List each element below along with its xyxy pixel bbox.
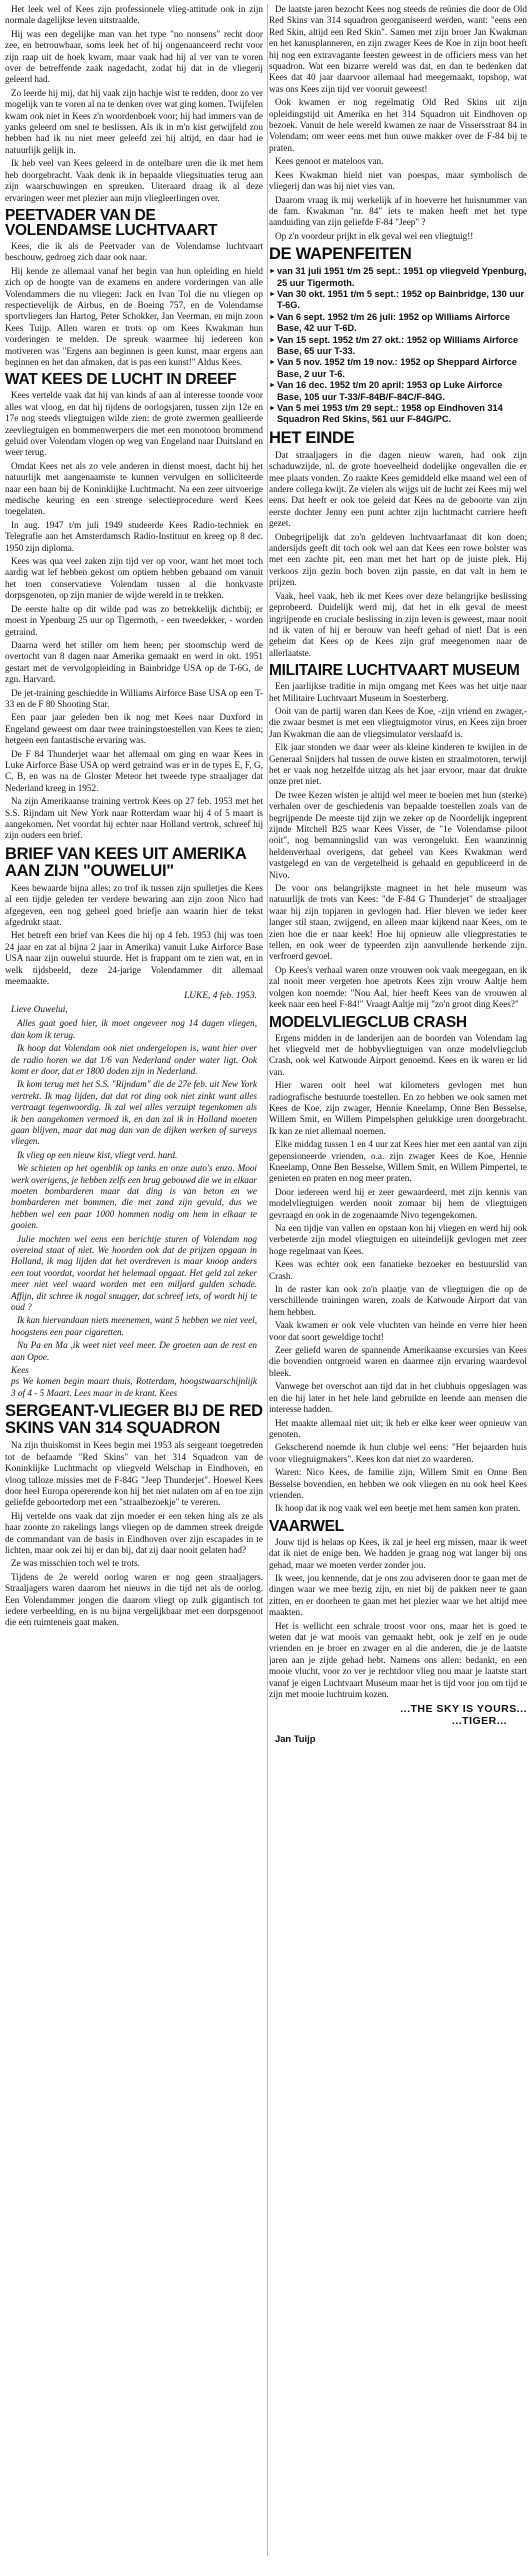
paragraph: De voor ons belangrijkste magneet in het hele museum was natuurlijk de trots van Kees: "de F-84 G Thunderjet" de straaljager waar hij zijn topjaren in gevlogen had. Hier bleven we ieder keer langer stil staan, zwijgend, en alleen maar kijkend naar Kees, om te zien hoe die er naar keek! Hoe hij opnieuw alle vliegprestaties te tellen, en ook weer de typeerden zijn aanvullende herkende zijn. verfroerd gevoel. xyxy=(269,883,527,962)
list-item: ► Van 16 dec. 1952 t/m 20 april: 1953 op Luke Airforce Base, 105 uur T-33/F-84B/F-84C/F-84G. xyxy=(269,380,527,403)
paragraph: Hij kende ze allemaal vanaf het begin van hun opleiding en hield zich op de hoogte van de examens en andere vorderingen van alle Volendammers die nu vliegen: Jack en Ivan Tol die nu vliegen op respectievelijk de Airbus, en de Boeing 757, en de Volendamse sportvliegers Jan Hartog, Peter Schokker, Jan Veerman, en mijn zoon Kees Tuijp. Allen waren er trots op om Kees Kwakman hun vorderingen te melden. De spreuk waarmee hij iedereen kon motiveren was "Ergens aan beginnen is geen kunst, maar ergens aan beginnen en het dan afmaken, dat is pas een kunst!" Aldus Kees. xyxy=(5,265,263,367)
paragraph: Op z'n voordeur prijkt in elk geval wel een vliegtuig!! xyxy=(275,230,474,241)
paragraph: Het is wellicht een schrale troost voor ons, maar het is goed te weten dat je wat moois van gemaakt hebt, ook je zelf en je oude vrienden en je broer en zwager en al die anderen, die je de laatste jaren aan je zijde gehad hebt. Namens ons allen: bedankt, en een mooie vlucht, voor zo ver je rechtdoor vlieg nou maar je laatste start vanaf je eigen Luchtvaart Museum maar het is tijd voor jou om tijd te zijn met mooie luchtruim kozen. xyxy=(269,1620,527,1700)
letter-paragraph: Alles gaat goed hier, ik moet ongeveer nog 14 dagen vliegen, dan kom ik terug. xyxy=(11,1018,257,1040)
paragraph: Kees was qua veel zaken zijn tijd ver op voor, want het moet toch aardig wat lef hebben gekost om optiem hebben gebaand om vanuit het toen conservatieve Volendam tussen al die honkvaste dorpsgenoten, op zijn manier de wijde wereld in te trekken. xyxy=(5,556,263,601)
paragraph: Het leek wel of Kees zijn professionele vlieg-attitude ook in zijn normale dagelijkse leven uitstraalde. xyxy=(5,4,263,26)
paragraph: Zo leerde hij mij, dat hij vaak zijn hachje wist te redden, door zo ver mogelijk van te voren al na te denken over wat ging komen. Twijfelen kwam ook niet in Kees z'n woordenboek voor; hij had immers van de yanks geleerd om snel te beslissen. Als ik in m'n kist getwijfeld zou hebben had ik nu niet meer geleefd zei hij altijd, en daar had ie natuurlijk gelijk in. xyxy=(5,87,263,155)
right-column xyxy=(269,4,527,2556)
paragraph: Omdat Kees net als zo vele anderen in dienst moest, dacht hij het natuurlijk met aangenaamste te kunnen vervulgen en solliciteerde naar een baan bij de Koninklijke Luchtmacht. Na een zeer uitvoerige medische keuring en een strenge selectieprocedure werd Kees toegelaten. xyxy=(5,460,263,517)
paragraph: Ik heb veel van Kees geleerd in de ontelbare uren die ik met hem heb doorgebracht. Vaak denk ik in bepaalde vliegsituaties terug aan zijn waarschuwingen en spreuken. Uiteraard draag ik al deze ervaringen weer met plezier aan mijn vliegleerlingen over. xyxy=(5,158,263,203)
paragraph: Ik weet, jou kennende, dat je ons zou adviseren door te gaan met de dingen waar we mee bezig zijn, en niet bij de pakken neer te gaan zitten, en er doorheen te gaan met het plezier waar we het altijd mee maakten. xyxy=(269,1572,527,1618)
paragraph: Door iedereen werd hij er zeer gewaardeerd, met zijn kennis van modelvliegtuigen werden nooit zomaar bij hem de vliegtuigen gevraagd en ook in de zogenaamde Nivo tegengekomen. xyxy=(269,1186,527,1220)
paragraph: Dat straaljagers in die dagen nieuw waren, had ook zijn schaduwzijde, nl. de grote hoeveelheid dodelijke ongevallen die er mee plaats vonden. Zo raakte Kees gemiddeld elke maand wel een of andere collega kwijt. Ze vielen als wijgs uit de lucht zei Kees mij wel eens. Dat heeft er ook toe geleid dat Kees na de geboorte van zijn eerste dochter Jenny een punt achter zijn luchtmacht carriere heeft gezet. xyxy=(269,449,527,529)
paragraph: Jouw tijd is helaas op Kees, ik zal je heel erg missen, maar ik weet dat ik niet de enige ben. We hadden je graag nog wat langer bij ons gehad, maar we moeten verder zonder jou. xyxy=(269,1536,527,1570)
paragraph: Waren: Nico Kees, de familie zijn, Willem Smit en Onne Ben Besselse bovendien, en hebben we ook vliegen en nu ook heel Kees vrienden. xyxy=(269,1467,527,1500)
letter-paragraph: Julie mochten wel eens een berichtje sturen of Volendam nog overeind staat of niet. We hoorden ook dat de prijzen opgaan in Holland, ik mag lijden dat het overdreven is maar knoop anders een tout voordat, voordat het helemaal opgaat. Het geld zal zeker meer niet veel waard worden met een miljard gulden schade. Affijn, dit schree ik nogal snugger, dat schreef iets, of wordt hij te oud ? xyxy=(11,1233,257,1313)
closing-tagline-tiger: ...TIGER... xyxy=(451,1714,507,1727)
paragraph: Daarna werd het stiller om hem heen; per stoomschip werd de overtocht van 8 dagen naar Amerika gemaakt en werd in okt. 1951 gestart met de vervolgopleiding in Bainbridge USA op de T-6G, de zgn. Harvard. xyxy=(5,639,263,685)
letter-block xyxy=(5,991,263,1399)
paragraph: Een paar jaar geleden ben ik nog met Kees naar Duxford in Engeland geweest om daar twee trainingstoestellen van Kees te zien; hetgeen een fantastische ervaring was. xyxy=(5,712,263,746)
paragraph: Vaak, heel vaak, heb ik met Kees over deze belangrijke beslissing geprobeerd. Duidelijk werd mij, dat het in elk geval de meest ingrijpende en cruciale beslissing in zijn leven is geweest, maar nooit nd ik vaten of hij er berouw van heeft gehad of niet! Dat is een geheim dat Kees op de Kees zijn graf meegenomen naar de allerlaatste. xyxy=(269,590,527,658)
heading-dreef: WAT KEES DE LUCHT IN DREEF xyxy=(5,371,237,389)
paragraph: Hij vertelde ons vaak dat zijn moeder er een teken hing als ze als haar zoonte zo rakelings langs vliegen op de dammen streek dreigde de commandant van de basis in Eindhoven over zijn escapades in te lichten, maar ook zei hij er dan bij, dat zij daar nooit gelaten had? xyxy=(5,1510,263,1555)
paragraph: In de raster kan ook zo'n plaatje van de vliegtuigen die op de verschillende trainingen waren, zoals de Katwoude Airport dat van hem hebben. xyxy=(269,1284,527,1317)
paragraph: Na zijn Amerikaanse training vertrok Kees op 27 feb. 1953 met het S.S. Rijndam uit New York naar Rotterdam waar hij 4 of 5 maart is aangekomen. Net voordat hij echter naar Holland vertrok, schreef hij zijn ouders een brief. xyxy=(5,796,263,841)
paragraph: Kees bewaarde bijna alles; zo trof ik tussen zijn spulletjes die Kees al een tijdje geleden ter verdere bewaring aan zijn zoon Nico had afgegeven, een nog geheel goed briefje aan waarin hier de tekst afgedrukt staat. xyxy=(5,882,263,928)
heading-peetvader: PEETVADER VAN DE VOLENDAMSE LUCHTVAART xyxy=(5,206,218,239)
paragraph: Het maakte allemaal niet uit; ik heb er elke keer weer opnieuw van genoten. xyxy=(269,1417,527,1439)
paragraph: De jet-training geschiedde in Williams Airforce Base USA op een T-33 en de F 80 Shooting Star. xyxy=(5,687,263,709)
letter-paragraph: We schieten op het ogenblik op tanks en onze auto's enzo. Mooi werk overigens, je hebben zelfs een brug gebouwd die we in elkaar moeten bombarderen maar dat ding is van beton en we bombarderen met bommen, die met zand zijn gevuld, dus we hebben wel een paar 1000 hommen nodig om hem in elkaar te gooien. xyxy=(11,1163,257,1231)
columns xyxy=(5,4,527,2556)
left-column xyxy=(5,4,268,2556)
paragraph: Onbegrijpelijk dat zo'n geldeven luchtvaarfanaat dit kon doen; andersijds geeft dit toch ook wel aan dat Kees een rowe bolster was met een zachte pit, een man met het hart op de juiste plek. Hij verkoos zijn gezin boch boven zijn passie, en dat valt in hem te prijzen. xyxy=(269,531,527,588)
paragraph: De laatste jaren bezocht Kees nog steeds de reünies die door de Old Red Skins van 314 squadron georganiseerd werden, want: "eens een Red Skin, altijd een Red Skin". Samen met zijn broer Jan Kwakman en het kanusplanneren, en zijn zwager Kees de Koe in zijn boot heeft hij nog een extravagante feesten geweest in de officiers mess van het squadron. Wat een bizarre wereld was dat, en dan te bedenken dat Kees dat 40 jaar daarvoor allemaal had meegemaakt, topshop, wat was ons Kees zijn tijd ver vooruit geweest! xyxy=(269,4,527,94)
list-item: ► Van 30 okt. 1951 t/m 5 sept.: 1952 op Bainbridge, 130 uur T-6G. xyxy=(269,289,527,312)
paragraph: Elke middag tussen 1 en 4 uur zat Kees hier met een aantal van zijn gepensioneerde vrienden, o.a. zijn zwager Kees de Koe, Hennie Kneelamp, Onne Ben Besselse, Willem Smit, en Willem Pimpertel, te genieten en praten en nog meer praten. xyxy=(269,1139,527,1184)
paragraph: Na een tijdje van vallen en opstaan kon hij vliegen en werd hij ook verbeterde zijn model vliegtuigen en uiteindelijk gevlogen met zeer hoge regelmaat van Kees. xyxy=(269,1223,527,1256)
paragraph: In aug. 1947 t/m juli 1949 studeerde Kees Radio-techniek en Telegrafie aan het Amsterdamsch Radio-Instituut en kreeg op 8 dec. 1950 zijn diploma. xyxy=(5,519,263,553)
paragraph: De F 84 Thunderjet waar het allemaal om ging en waar Kees in Luke Airforce Base USA op werd getraind was er in de types E, F, G, C, B, en was na de Gloster Meteor het tweede type straaljager dat Nederland kreeg in 1952. xyxy=(5,748,263,793)
paragraph: Vanwege het overschot aan tijd dat in het clubhuis opgeslagen was en die hij later in het hele land gebruikte en leende aan mensen die interesse hadden. xyxy=(269,1381,527,1415)
letter-signature: Kees xyxy=(11,1365,29,1376)
letter-paragraph: Ik kom terug met het S.S. "Rijndam" die de 27e feb. uit New York vertrekt. Ik mag lijden, dat dat rot ding ook niet zinkt want alles vertraagt tegenwoordig. Ik zal wel alles verzuipt tegenkomen als ik ben aangekomen vermoed ik, en dan zal ik in Holland moeten gaan blijven, maar dat mag dan van de dijken werken of surveys vliegen. xyxy=(11,1079,257,1147)
paragraph: Tijdens de 2e wereld oorlog waren er nog geen straaljagers. Straaljagers waren daarom het nieuws in die tijd net als de oorlog. Een Volendammer jongen die daarom vliegt op zulk gigantisch tot iedere verbeelding, en is nu bijna vergelijkbaar met een dorpsgenoot die een ruimteneis gaat maken. xyxy=(5,1571,263,1628)
paragraph: Hij was een degelijke man van het type "no nonsens" recht door zee, en betrouwbaar, soms leek het of hij ongenaanceerd recht voor zijn raap uit de hoek kwam, maar vaak had hij al ver van te voren over de betreffende zaak nagedacht, zodat hij dat in de vliegerij geleerd had. xyxy=(5,28,263,85)
paragraph: Kees Kwakman hield niet van poespas, maar symbolisch de vliegerij dan was hij niet vies van. xyxy=(269,169,527,192)
paragraph: Kees vertelde vaak dat hij van kinds af aan al interesse toonde voor alles wat vloog, en dat hij tijdens de oorlogsjaren, tussen zijn 12e en 17e nog steeds vliegtuigen wilde zien: de grote zwermen geallieerde zeevliegtuigen en bommenwerpers die met een monotoon brommend geluid over Volendam vlogen op weg van Engeland naar Duitsland en weer terug. xyxy=(5,390,263,458)
heading-einde: HET EINDE xyxy=(269,428,355,447)
heading-brief: BRIEF VAN KEES UIT AMERIKA AAN ZIJN "OUWELUI" xyxy=(5,844,246,880)
paragraph: Een jaarlijkse traditie in mijn omgang met Kees was het uitje naar het Militaire Luchtvaart Museum in Soesterberg. xyxy=(269,681,527,703)
letter-greeting: Lieve Ouwelui, xyxy=(11,1004,68,1015)
list-item: ► van 31 juli 1951 t/m 25 sept.: 1951 op vliegveld Ypenburg, 25 uur Tigermoth. xyxy=(269,266,527,289)
letter-paragraph: Ik hoop dat Volendam ook niet ondergelopen is, want hier over de radio horen we dat 1/6 van Nederland onder water ligt. Ook komt er door, dat er 1800 doden zijn in Nederland. xyxy=(11,1043,257,1076)
letter-paragraph: Ik vlieg op een nieuw kist, vliegt verd. hard. xyxy=(17,1149,178,1160)
paragraph: Ooit van de partij waren dan Kees de Koe, -zijn vriend en zwager,- die zwaar besmet is met een vliegtuigmotor virus, en Kees zijn broer Jan Kwakman die aan de vliegsimulator verslaafd is. xyxy=(269,705,527,739)
heading-museum: MILITAIRE LUCHTVAART MUSEUM xyxy=(269,662,520,680)
list-item: ► Van 5 mei 1953 t/m 29 sept.: 1958 op Eindhoven 314 Squadron Red Skins, 561 uur F-84G/PC. xyxy=(269,403,527,426)
paragraph: De eerste halte op dit wilde pad was zo betrekkelijk dichtbij; er moest in Ypenburg 25 uur op Tigermoth, - een tweedekker, - worden getraind. xyxy=(5,603,263,637)
letter-paragraph: Ik kan hiervandaan niets meenemen, want 5 hebben we niet veel, hoogstens een paar cigaretten. xyxy=(11,1315,257,1337)
author-name: Jan Tuijp xyxy=(275,1733,316,1745)
list-item: ► Van 6 sept. 1952 t/m 26 juli: 1952 op Williams Airforce Base, 42 uur T-6D. xyxy=(269,312,527,335)
paragraph: Elk jaar stonden we daar weer als kleine kinderen te kwijlen in de Generaal Snijders hal tussen de ouwe kisten en straalmotoren, terwijl het er vaak nog hetzelfde uitzag als het jaar ervoor, maar dat drukte onze pret niet. xyxy=(269,742,527,787)
paragraph: Kees, die ik als de Peetvader van de Volendamse luchtvaart beschouw, gedroeg zich daar ook naar. xyxy=(5,240,263,263)
paragraph: Vaak kwamen er ook vele vluchten van heinde en verre hier heen voor dat soort geweldige tocht! xyxy=(269,1320,527,1342)
heading-sergeant: SERGEANT-VLIEGER BIJ DE RED SKINS VAN 314 SQUADRON xyxy=(5,1402,263,1438)
paragraph: Na zijn thuiskomst in Kees begin mei 1953 als sergeant toegetreden tot de befaamde "Red Skins" van het 314 Squadron van de Koninklijke Luchtmacht op vliegveld Welschap in Eindhoven, en vloog talloze missies met de F-84G "Jeep Thunderjet". Hoewel Kees door heel Europa opererende kon hij het niet nalaten om af en toe zijn geliefde geboortedorp met een "straalbezoekje" te vereren. xyxy=(5,1440,263,1508)
paragraph: Daarom vraag ik mij werkelijk af in hoeverre het huisnummer van de fam. Kwakman "nr. 84" iets te maken heeft met het type aanduiding van zijn geliefde F-84 "Jeep" ? xyxy=(269,194,527,228)
heading-vaarwel: VAARWEL xyxy=(269,1517,344,1535)
wapenfeiten-list xyxy=(269,266,527,426)
closing-tagline: ...THE SKY IS YOURS... xyxy=(400,1703,527,1716)
paragraph: Ook kwamen er nog regelmatig Old Red Skins uit zijn opleidingstijd uit Amerika en het 314 Squadron uit Eindhoven op bezoek. Vanuit de hele wereld kwamen ze naar de Vissersstraat 84 in Volendam; om weer eens met hun ouwe makker over de F-84 bij te praten. xyxy=(269,97,527,153)
paragraph: Kees genoot er mateloos van. xyxy=(275,156,384,167)
intro-section xyxy=(5,4,263,204)
paragraph: Het betreft een brief van Kees die hij op 4 feb. 1953 (hij was toen 24 jaar en zat al bijna 2 jaar in Amerika) vanuit Luke Airforce Base USA naar zijn ouwelui stuurde. Het is frappant om te zien wat, en in welk tijdsbeeld, deze 24-jarige Volendammer dit allemaal meemaakte. xyxy=(5,930,263,987)
paragraph: Hier waren ooit heel wat kilometers gevlogen met hun radiografische bestuurde toestellen. En zo hebben we ook samen met Kees de Koe, zijn zwager, Hennie Kneelamp, Onne Ben Besselse, Willem Smit, en Willem Pimpelsphen gelukkige uren doorgebracht. Ik kan ze niet allemaal noemen. xyxy=(269,1080,527,1136)
paragraph: Ik hoop dat ik nog vaak wel een beetje met hem samen kon praten. xyxy=(275,1503,521,1514)
letter-postscript: ps We komen begin maart thuis, Rotterdam, hoogstwaarschijnlijk 3 of 4 - 5 Maart. Lees maar in de krant. Kees xyxy=(11,1376,257,1398)
letter-paragraph: Nu Pa en Ma ,ik weet niet veel meer. De groeten aan de rest en aan Opoe. xyxy=(11,1340,257,1362)
paragraph: Gekscherend noemde ik hun clubje wel eens: "Het bejaarden huis voor vliegtuigmakers". Kees kon dat niet zo waarderen. xyxy=(269,1442,527,1464)
paragraph: De twee Kezen wisten je altijd wel meer te boeien met hun (sterke) verhalen over de geschiedenis van bepaalde toestellen zoals van de begrijpende De meeste tijd zijn we zeker op de Noordelijk ingeprent zijnde Mitchell B25 waar Kees Visser, de "1e Volendamse piloot ooit", nog bemanningslid van was verongelukt. Een waanzinnig heldenverhaal overigens, dat geheel van Kees Kwakman werd vastgelegd en van de vergetelheid is gehaald en gepubliceerd in de Nivo. xyxy=(269,789,527,880)
paragraph: Ergens midden in de landerijen aan de boorden van Volendam lag het vliegveld met de hobbyvliegtuigen van onze modelvliegclub Crash, ook wel Katwoude Airport genoemd. Kees en ik waren er lid van. xyxy=(269,1032,527,1077)
heading-wapenfeiten: DE WAPENFEITEN xyxy=(269,245,412,264)
list-item: ► Van 5 nov. 1952 t/m 19 nov.: 1952 op Sheppard Airforce Base, 2 uur T-6. xyxy=(269,357,527,380)
paragraph: Ze was misschien toch wel te trots. xyxy=(11,1558,140,1569)
paragraph: Kees was echter ook een fanatieke bezoeker en bestuurslid van Crash. xyxy=(269,1259,527,1281)
letter-place-date: LUKE, 4 feb. 1953. xyxy=(184,991,257,1002)
list-item: ► Van 15 sept. 1952 t/m 27 okt.: 1952 op Williams Airforce Base, 65 uur T-33. xyxy=(269,335,527,358)
paragraph: Op Kees's verhaal waren onze vrouwen ook vaak meegegaan, en ik zal nooit meer vergeten hoe apetrots Kees zijn vrouw Aaltje hem volgen kon noemde: "Nou Aal, hier heeft Kees van de vrouwen al keek naar een heel F-84!" Vraagt Aaltje mij "zo'n groot ding Kees?" xyxy=(269,964,527,1010)
paragraph: Zeer geliefd waren de spannende Amerikaanse excursies van Kees die bovendien ontgroeid waren en daarmee zijn ervaring waardevol bleek. xyxy=(269,1345,527,1378)
heading-crash: MODELVLIEGCLUB CRASH xyxy=(269,1013,467,1031)
